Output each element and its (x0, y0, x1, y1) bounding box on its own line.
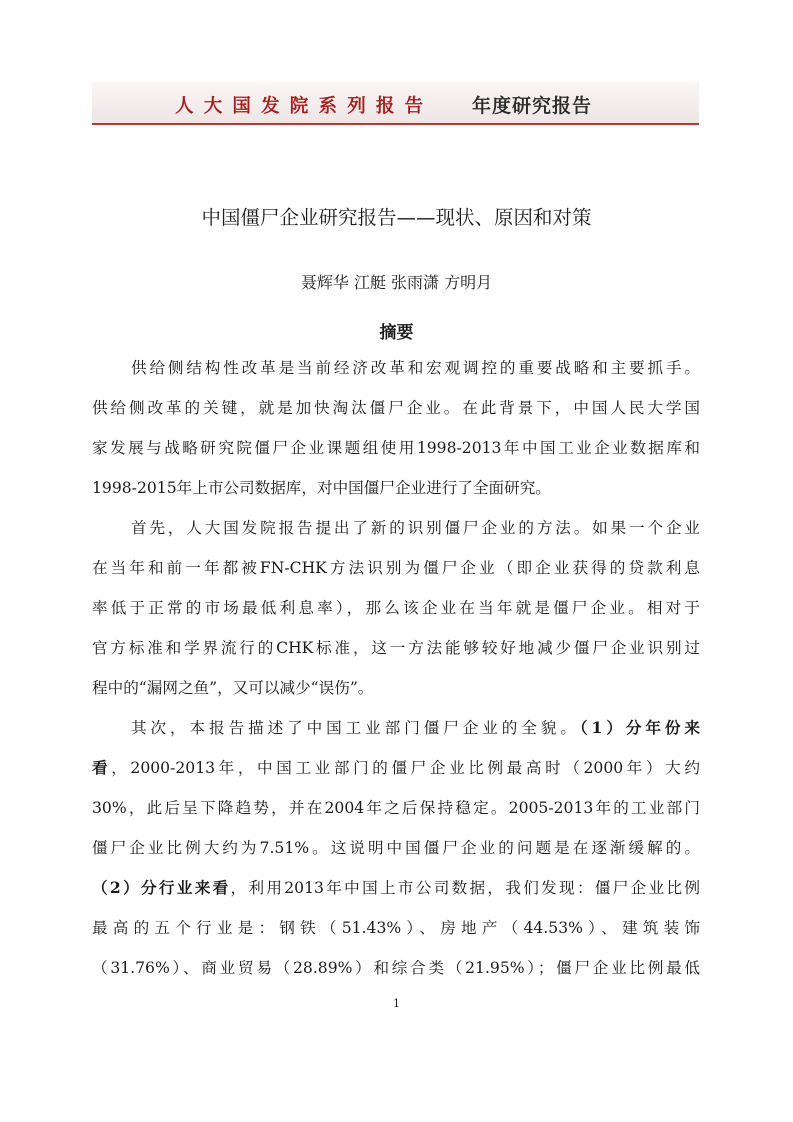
paragraph-2-line: 官方标准和学界流行的CHK标准，这一方法能够较好地减少僵尸企业识别过 (92, 639, 700, 657)
paragraph-3-line (92, 752, 700, 784)
abstract-heading: 摘要 (379, 323, 414, 343)
paragraph-1-line: 家发展与战略研究院僵尸企业课题组使用1998-2013年中国工业企业数据库和 (92, 439, 700, 457)
paragraph-3-text: ，2000-2013年，中国工业部门的僵尸企业比例最高时（2000年）大约 (111, 759, 700, 777)
paragraph-3-line (131, 712, 700, 744)
paragraph-3-text: ，利用2013年中国上市公司数据，我们发现：僵尸企业比例 (230, 879, 701, 897)
page-title: 中国僵尸企业研究报告——现状、原因和对策 (201, 206, 592, 229)
paragraph-3-line: （31.76%）、商业贸易（28.89%）和综合类（21.95%）；僵尸企业比例最低 (92, 959, 700, 977)
paragraph-3-bold-heading: 看 (92, 758, 112, 777)
paragraph-3-line: 最高的五个行业是：钢铁（51.43%）、房地产（44.53%）、建筑装饰 (92, 919, 700, 937)
paragraph-1-line: 供给侧改革的关键，就是加快淘汰僵尸企业。在此背景下，中国人民大学国 (92, 399, 700, 417)
paragraph-3-line: 30%，此后呈下降趋势，并在2004年之后保持稳定。2005-2013年的工业部门 (92, 799, 700, 817)
header-annual-report: 年度研究报告 (472, 95, 593, 117)
paragraph-3-bold-heading: （2）分行业来看 (92, 878, 231, 897)
paragraph-2-line: 率低于正常的市场最低利息率），那么该企业在当年就是僵尸企业。相对于 (92, 599, 700, 617)
paragraph-2-line: 程中的“漏网之鱼”，又可以减少“误伤”。 (92, 679, 374, 697)
paragraph-3-text: 其次，本报告描述了中国工业部门僵尸企业的全貌。 (131, 719, 580, 737)
paragraph-3-line: 僵尸企业比例大约为7.51%。这说明中国僵尸企业的问题是在逐渐缓解的。 (92, 839, 700, 857)
paragraph-3-bold-heading: （1）分年份来 (579, 718, 700, 737)
header-rule (92, 123, 699, 125)
paragraph-1-line: 1998-2015年上市公司数据库，对中国僵尸企业进行了全面研究。 (92, 479, 551, 497)
authors: 聂辉华 江艇 张雨潇 方明月 (300, 273, 493, 292)
header-series-name: 人大国发院系列报告 (175, 96, 434, 117)
paragraph-2-line: 在当年和前一年都被FN-CHK方法识别为僵尸企业（即企业获得的贷款利息 (92, 559, 700, 577)
page-number: 1 (393, 997, 400, 1010)
paragraph-1-line: 供给侧结构性改革是当前经济改革和宏观调控的重要战略和主要抓手。 (131, 359, 700, 377)
paragraph-2-line: 首先，人大国发院报告提出了新的识别僵尸企业的方法。如果一个企业 (131, 519, 700, 537)
paragraph-3-line (92, 872, 700, 904)
